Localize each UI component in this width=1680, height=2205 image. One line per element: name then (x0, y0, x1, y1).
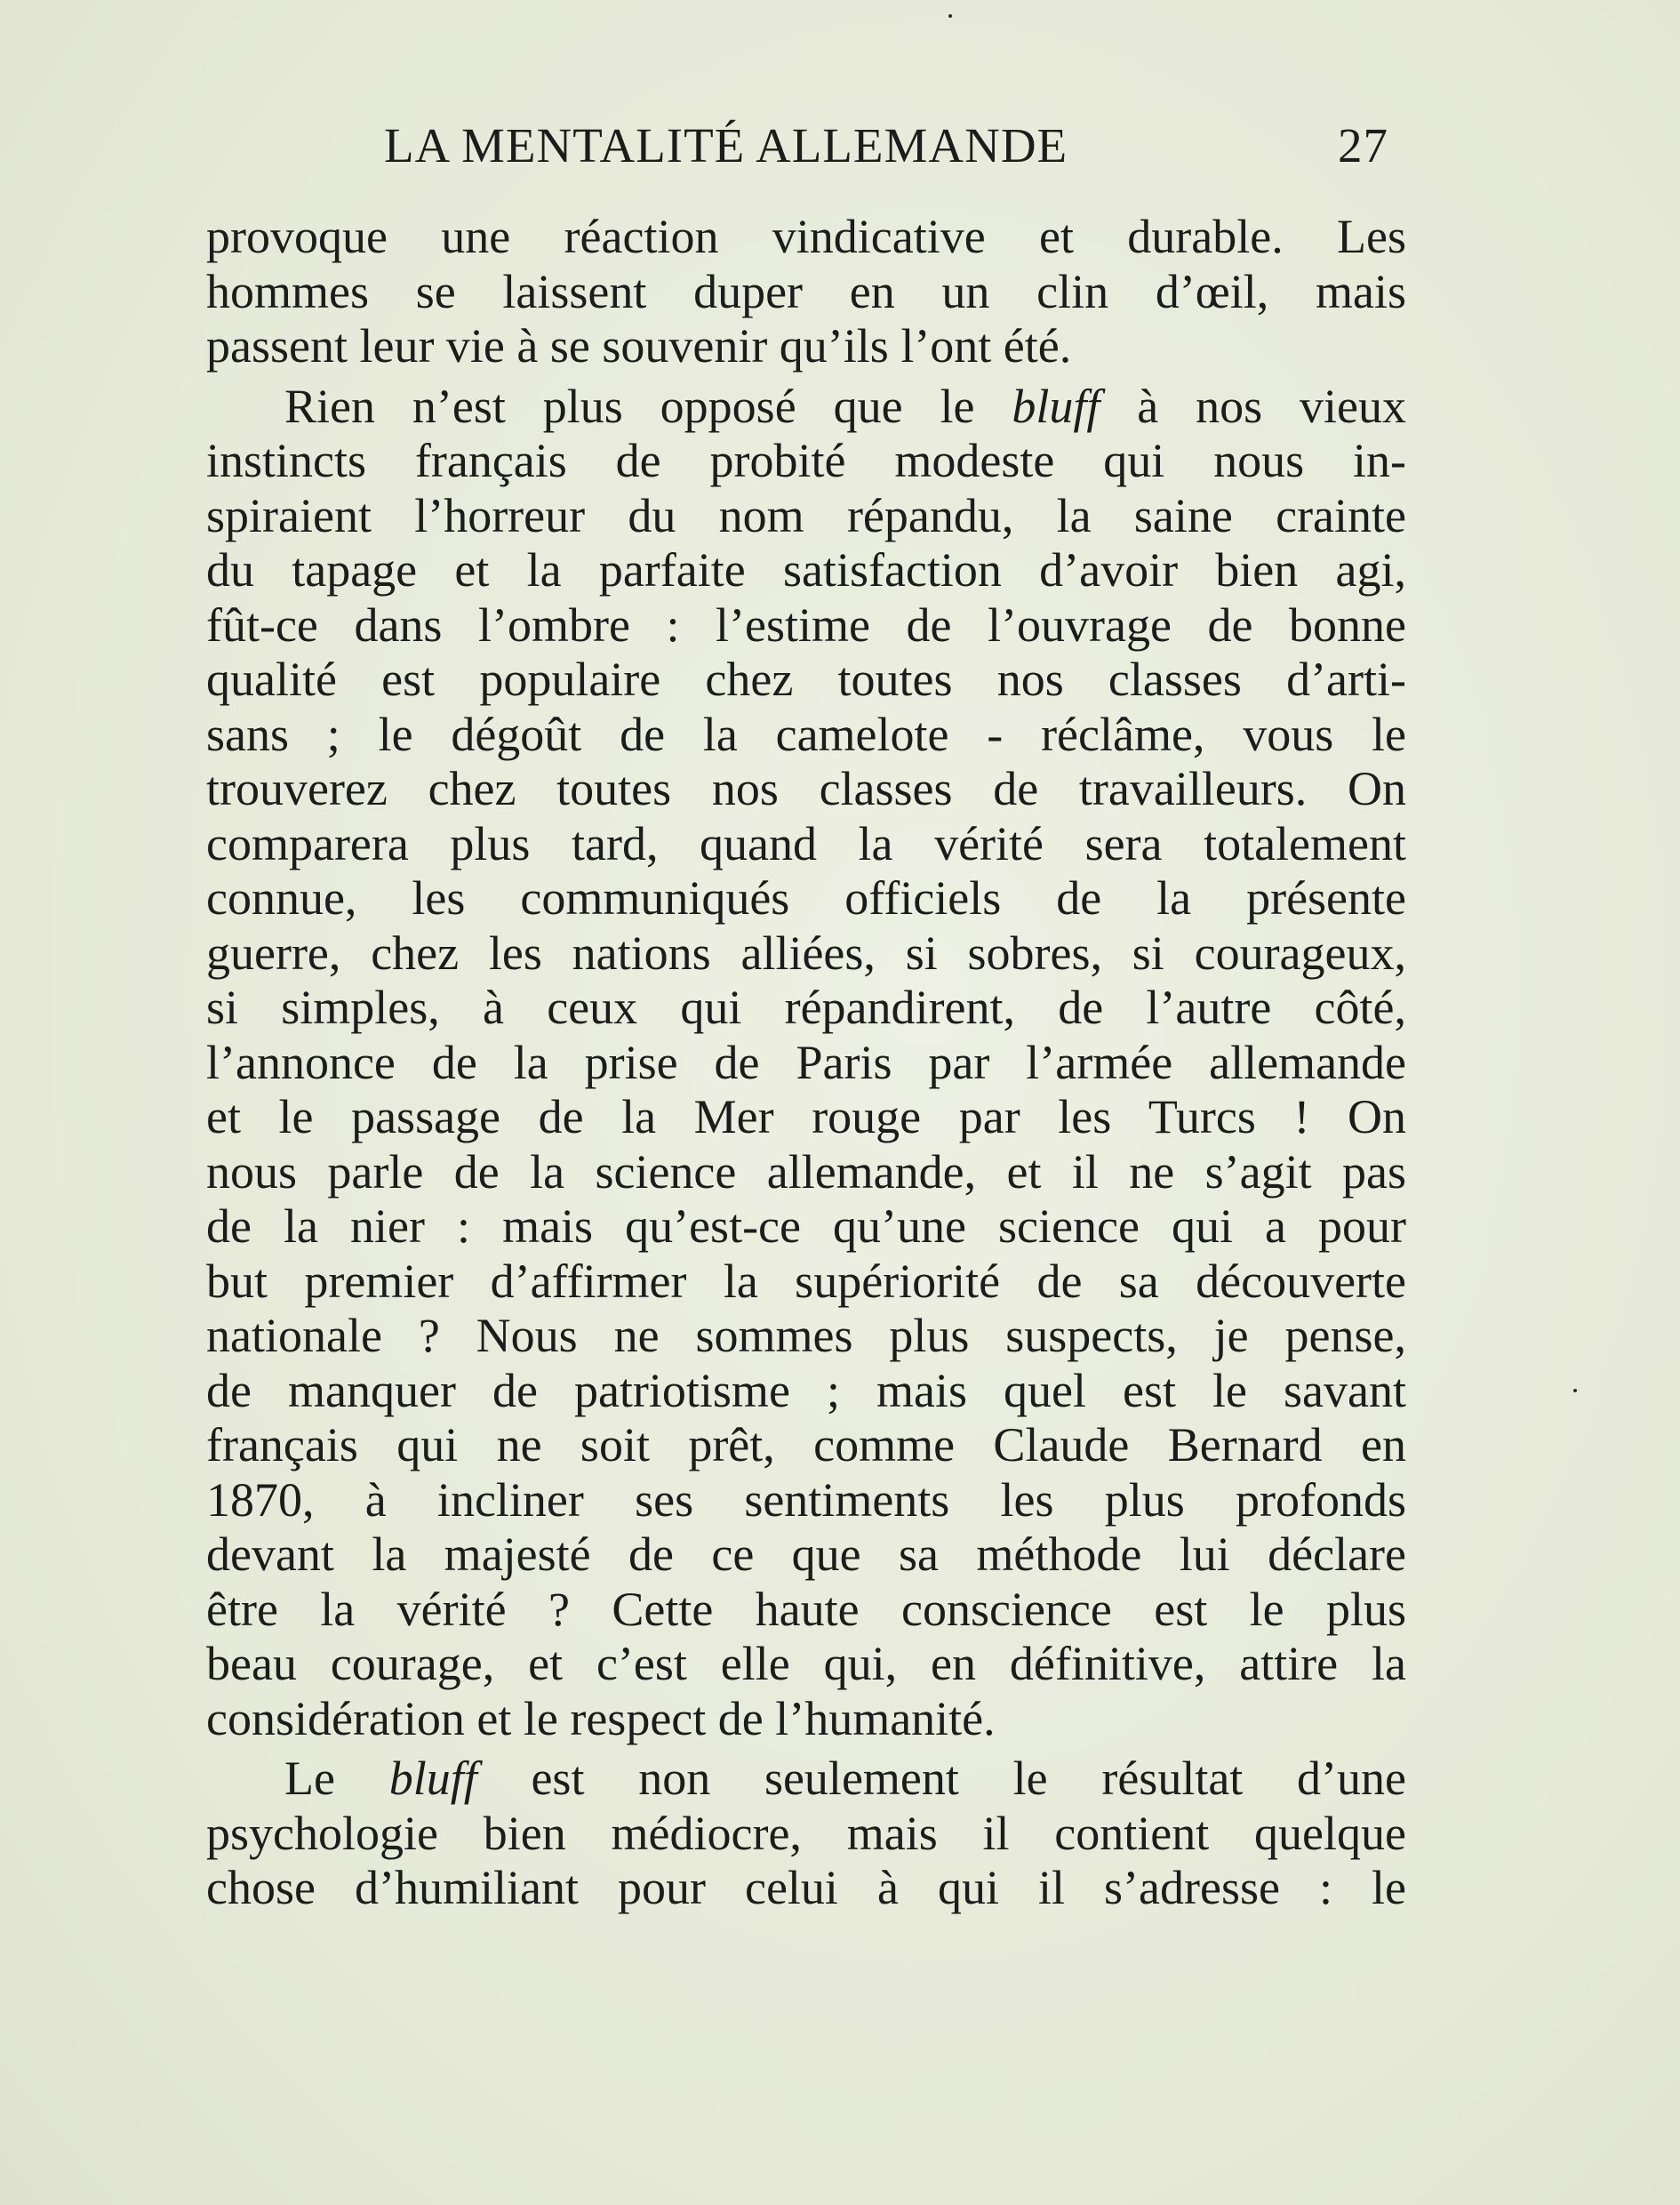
text-line: du tapage et la parfaite satisfaction d’avoir bien agi, (206, 543, 1406, 597)
running-head (384, 117, 1388, 180)
text-line: fût-ce dans l’ombre : l’estime de l’ouvrage de bonne (206, 597, 1406, 652)
text-line: connue, les communiqués officiels de la présente (206, 871, 1406, 925)
text-line: hommes se laissent duper en un clin d’œil, mais (206, 264, 1406, 318)
text-segment: à nos vieux (1100, 379, 1406, 433)
italic-term: bluff (1012, 379, 1100, 433)
text-line: trouverez chez toutes nos classes de travailleurs. On (206, 762, 1406, 815)
text-segment: Le (284, 1752, 389, 1805)
text-line: spiraient l’horreur du nom répandu, la saine crainte (206, 488, 1406, 542)
text-line: français qui ne soit prêt, comme Claude Bernard en (206, 1418, 1406, 1471)
text-line: nous parle de la science allemande, et il ne s’agit pas (206, 1144, 1406, 1199)
text-line: et le passage de la Mer rouge par les Turcs ! On (206, 1090, 1406, 1143)
body-text (206, 210, 1406, 1916)
text-line: qualité est populaire chez toutes nos classes d’arti- (206, 653, 1406, 706)
text-line: de manquer de patriotisme ; mais quel est le savant (206, 1363, 1406, 1417)
running-title: LA MENTALITÉ ALLEMANDE (384, 118, 1068, 172)
text-line: devant la majesté de ce que sa méthode lui déclare (206, 1527, 1406, 1581)
text-line: instincts français de probité modeste qui nous in- (206, 434, 1406, 487)
text-line: nationale ? Nous ne sommes plus suspects, je pense, (206, 1309, 1406, 1362)
text-line: l’annonce de la prise de Paris par l’armée allemande (206, 1035, 1406, 1089)
text-line: si simples, à ceux qui répandirent, de l’autre côté, (206, 981, 1406, 1034)
paragraph-first-line (206, 1752, 1406, 1807)
text-line: provoque une réaction vindicative et durable. Les (206, 210, 1406, 263)
text-line: beau courage, et c’est elle qui, en définitive, attire la (206, 1637, 1406, 1690)
text-line: être la vérité ? Cette haute conscience est le plus (206, 1582, 1406, 1636)
text-line: guerre, chez les nations alliées, si sobres, si courageux, (206, 926, 1406, 980)
text-line: chose d’humiliant pour celui à qui il s’adresse : le (206, 1861, 1406, 1914)
page-number: 27 (1338, 118, 1388, 172)
speck-mark (1573, 1389, 1577, 1392)
italic-term: bluff (388, 1752, 477, 1805)
text-segment: Rien n’est plus opposé que le (284, 379, 1012, 433)
speck-mark (948, 14, 952, 18)
text-line: considération et le respect de l’humanité. (206, 1691, 996, 1745)
text-segment: est non seulement le résultat d’une (476, 1752, 1406, 1805)
text-line: comparera plus tard, quand la vérité sera totalement (206, 816, 1406, 870)
text-line: psychologie bien médiocre, mais il contient quelque (206, 1806, 1406, 1860)
text-line: passent leur vie à se souvenir qu’ils l’ont été. (206, 319, 1072, 373)
paragraph-first-line (206, 380, 1406, 435)
text-line: de la nier : mais qu’est-ce qu’une science qui a pour (206, 1199, 1406, 1253)
text-line: 1870, à incliner ses sentiments les plus profonds (206, 1472, 1406, 1527)
text-line: but premier d’affirmer la supériorité de sa découverte (206, 1254, 1406, 1308)
text-line: sans ; le dégoût de la camelote - réclâme, vous le (206, 707, 1406, 761)
